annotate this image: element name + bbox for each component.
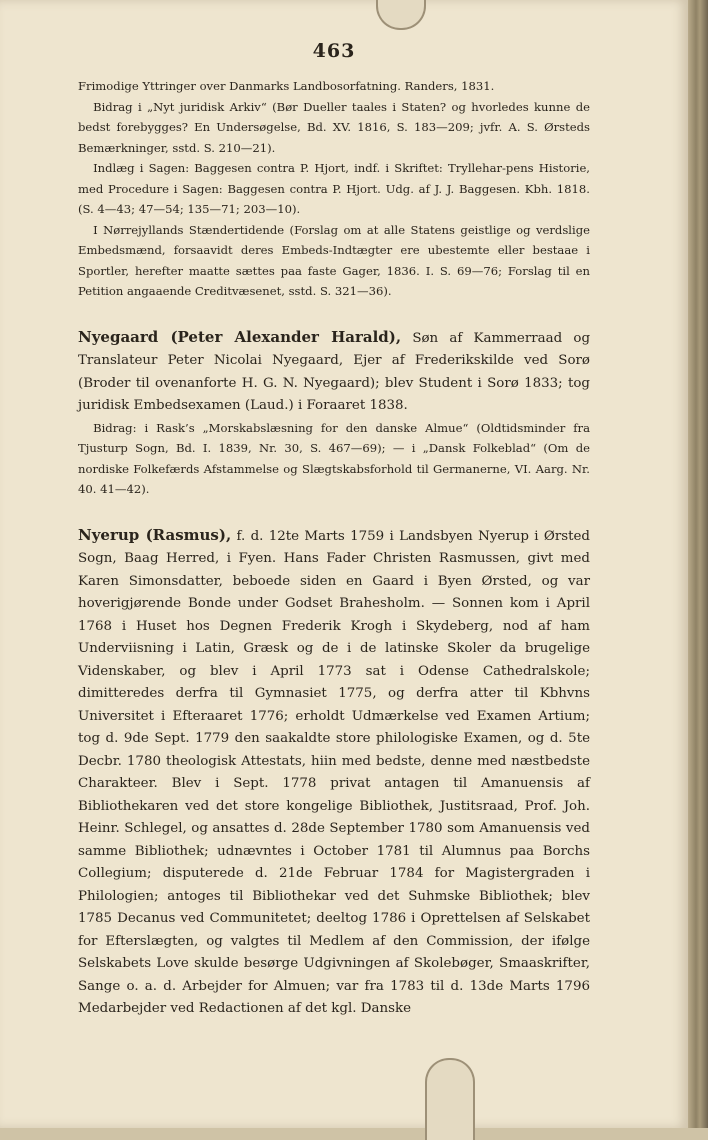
- page-number: 463: [312, 40, 356, 62]
- page-content: [78, 40, 590, 1021]
- entry-body: f. d. 12te Marts 1759 i Landsbyen Nyerup i Ørsted Sogn, Baag Herred, i Fyen. Hans Fader Christen Rasmussen, givt med Karen Simonsdatter, beboede siden en Gaard i Byen Ørsted, og var hoverigjørende Bonde under Godset Brahesholm. — Sonnen kom i April 1768 i Huset hos Degnen Frederik Krogh i Skydeberg, nod af ham Underviisning i Latin, Græsk og de i de latinske Skoler da brugelige Videnskaber, og blev i April 1773 sat i Odense Cathedralskole; dimitteredes derfra til Gymnasiet 1775, og derfra atter til Kbhvns Universitet i Efteraaret 1776; erholdt Udmærkelse ved Examen Artium; tog d. 9de Sept. 1779 den saakaldte store philologiske Examen, og d. 5te Decbr. 1780 theologisk Attestats, hiin med bedste, denne med næstbedste Charakteer. Blev i Sept. 1778 privat antagen til Amanuensis af Bibliothekaren ved det store kongelige Bibliothek, Justitsraad, Prof. Joh. Heinr. Schlegel, og ansattes d. 28de September 1780 som Amanuensis ved samme Bibliothek; udnævntes i October 1781 til Alumnus paa Borchs Collegium; disputerede d. 21de Februar 1784 for Magistergraden i Philologien; antoges til Bibliothekar ved det Suhmske Bibliothek; blev 1785 Decanus ved Communitetet; deeltog 1786 i Oprettelsen af Selskabet for Efterslægten, og valgtes til Medlem af den Commission, der ifølge Selskabets Love skulde besørge Udgivningen af Skolebøger, Smaaskrifter, Sange o. a. d. Arbejder for Almuen; var fra 1783 til d. 13de Marts 1796 Medarbejder ved Redactionen af det kgl. Danske: [78, 528, 590, 1016]
- bibliography-item: I Nørrejyllands Stændertidende (Forslag om at alle Statens geistlige og verdslige Embedsmænd, forsaavidt deres Embeds-Indtægter ere ubestemte eller bestaae i Sportler, herefter maatte sættes paa faste Gager, 1836. I. S. 69—76; Forslag til en Petition angaaende Creditvæsenet, sstd. S. 321—36).: [78, 222, 590, 298]
- entry-body: Søn af Kammerraad og Translateur Peter Nicolai Nyegaard, Ejer af Frederikskilde ved Sorø (Broder til ovenanforte H. G. N. Nyegaard); blev Student i Sorø 1833; tog juridisk Embedsexamen (Laud.) i Foraaret 1838.: [78, 330, 591, 413]
- bibliography-item: Indlæg i Sagen: Baggesen contra P. Hjort, indf. i Skriftet: Tryllehar-pens Historie, med Procedure i Sagen: Baggesen contra P. Hjort. Udg. af J. J. Baggesen. Kbh. 1818. (S. 4—43; 47—54; 135—71; 203—10).: [78, 161, 590, 216]
- entry-note: Bidrag: i Rask’s „Morskabslæsning for den danske Almue“ (Oldtidsminder fra Tjusturp Sogn, Bd. I. 1839, Nr. 30, S. 467—69); — i „Dansk Folkeblad“ (Om de nordiske Folkefærds Afstammelse og Slægtskabsforhold til Germanerne, VI. Aarg. Nr. 40. 41—42).: [78, 420, 590, 496]
- entry-heading: Nyerup (Rasmus),: [78, 525, 232, 544]
- bibliography-item: Bidrag i „Nyt juridisk Arkiv“ (Bør Dueller taales i Staten? og hvorledes kunne de bedst forebygges? En Undersøgelse, Bd. XV. 1816, S. 183—209; jvfr. A. S. Ørsteds Bemærkninger, sstd. S. 210—21).: [78, 99, 590, 155]
- spacer: [78, 500, 590, 510]
- spacer: [78, 302, 590, 312]
- biography-entry-nyegaard: [78, 326, 590, 418]
- entry-heading: Nyegaard (Peter Alexander Harald),: [78, 327, 402, 346]
- bibliography-item: Frimodige Yttringer over Danmarks Landbosorfatning. Randers, 1831.: [78, 79, 495, 93]
- page-tab-top: [376, 0, 426, 30]
- book-page-edges: [688, 0, 708, 1128]
- biography-entry-nyerup: [78, 524, 590, 1021]
